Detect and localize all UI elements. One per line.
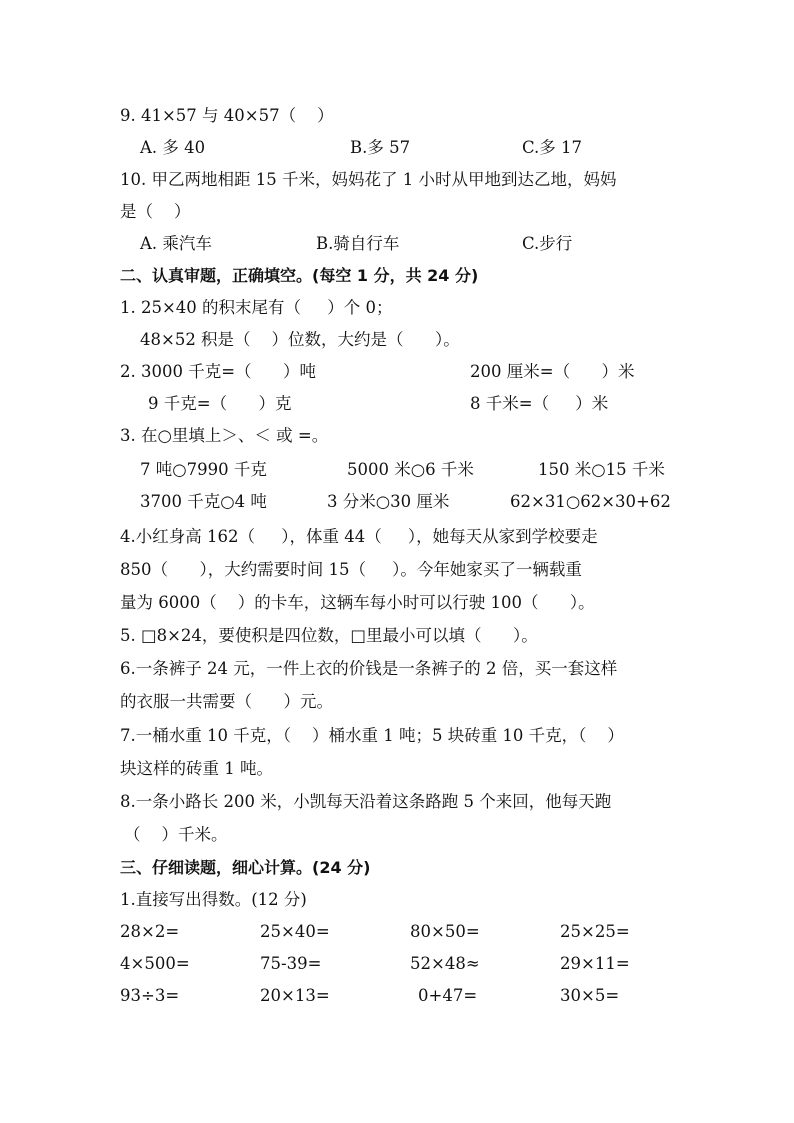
- fill-5: 5. □8×24，要使积是四位数，□里最小可以填（ ）。: [120, 626, 538, 645]
- compare-3: 150 米○15 千米: [538, 460, 665, 479]
- fill-2c: 9 千克=（ ）克: [148, 394, 292, 413]
- compare-4: 3700 千克○4 吨: [140, 492, 267, 511]
- option-a: A. 乘汽车: [140, 234, 212, 253]
- compare-5: 3 分米○30 厘米: [327, 492, 450, 511]
- option-c: C.多 17: [522, 138, 583, 157]
- option-b: B.骑自行车: [316, 234, 400, 253]
- option-b: B.多 57: [350, 138, 411, 157]
- option-a: A. 多 40: [140, 138, 206, 157]
- fill-2b: 200 厘米=（ ）米: [470, 362, 635, 381]
- calc-item: 29×11=: [560, 954, 630, 973]
- option-c: C.步行: [522, 234, 573, 253]
- calc-item: 30×5=: [560, 986, 620, 1005]
- fill-3: 3. 在○里填上＞、＜ 或 =。: [120, 426, 329, 445]
- calc-item: 4×500=: [120, 954, 190, 973]
- fill-1-cont: 48×52 积是（ ）位数，大约是（ ）。: [140, 330, 460, 349]
- calc-item: 0+47=: [418, 986, 478, 1005]
- fill-2d: 8 千米=（ ）米: [470, 394, 609, 413]
- question-10-cont: 是（ ）: [120, 202, 191, 221]
- fill-4-cont: 量为 6000（ ）的卡车，这辆车每小时可以行驶 100（ ）。: [120, 593, 595, 612]
- section-2-heading: 二、认真审题，正确填空。(每空 1 分，共 24 分): [120, 266, 479, 285]
- fill-7: 7.一桶水重 10 千克，（ ）桶水重 1 吨；5 块砖重 10 千克，（ ）: [120, 726, 624, 745]
- fill-8: 8.一条小路长 200 米，小凯每天沿着这条路跑 5 个来回，他每天跑: [120, 792, 612, 811]
- calc-item: 52×48≈: [410, 954, 480, 973]
- calc-1-heading: 1.直接写出得数。(12 分): [120, 890, 307, 909]
- question-9: 9. 41×57 与 40×57（ ）: [120, 106, 334, 125]
- fill-7-cont: 块这样的砖重 1 吨。: [120, 759, 273, 778]
- calc-item: 80×50=: [410, 922, 480, 941]
- fill-8-cont: （ ）千米。: [124, 825, 228, 844]
- calc-item: 93÷3=: [120, 986, 180, 1005]
- compare-2: 5000 米○6 千米: [347, 460, 474, 479]
- calc-item: 20×13=: [260, 986, 330, 1005]
- fill-6: 6.一条裤子 24 元，一件上衣的价钱是一条裤子的 2 倍，买一套这样: [120, 659, 618, 678]
- fill-2a: 2. 3000 千克=（ ）吨: [120, 362, 317, 381]
- compare-1: 7 吨○7990 千克: [140, 460, 267, 479]
- question-10: 10. 甲乙两地相距 15 千米，妈妈花了 1 小时从甲地到达乙地，妈妈: [120, 170, 617, 189]
- section-3-heading: 三、仔细读题，细心计算。(24 分): [120, 858, 371, 877]
- fill-4: 4.小红身高 162（ ），体重 44（ ），她每天从家到学校要走: [120, 527, 598, 546]
- fill-1: 1. 25×40 的积末尾有（ ）个 0；: [120, 298, 393, 317]
- calc-item: 25×40=: [260, 922, 330, 941]
- compare-6: 62×31○62×30+62: [510, 492, 671, 511]
- fill-6-cont: 的衣服一共需要（ ）元。: [120, 692, 333, 711]
- calc-item: 75-39=: [260, 954, 322, 973]
- calc-item: 25×25=: [560, 922, 630, 941]
- fill-4-cont: 850（ ），大约需要时间 15（ ）。今年她家买了一辆载重: [120, 560, 582, 579]
- calc-item: 28×2=: [120, 922, 180, 941]
